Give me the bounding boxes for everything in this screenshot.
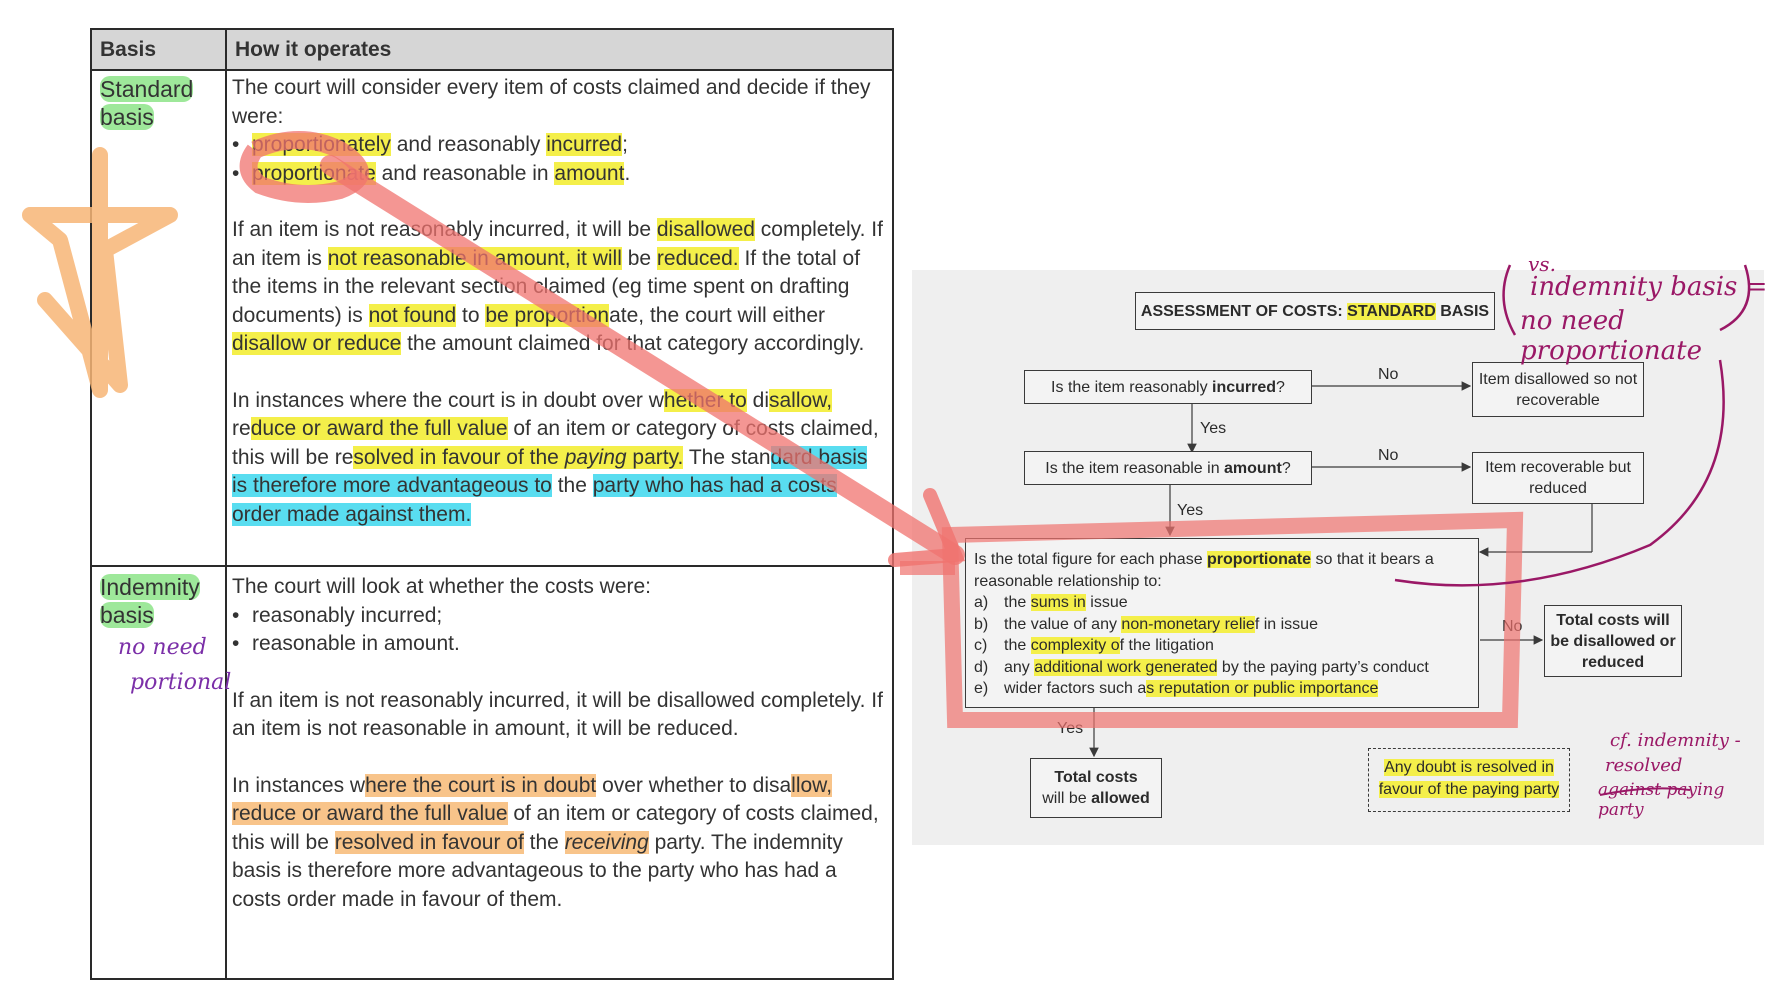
note-vs: vs. [1528, 252, 1556, 276]
standard-paragraph-3: In instances where the court is in doubt over whether to disallow, reduce or award the full value of an item or category of costs claimed, this will be resolved in favour of the paying party. The standard basis is therefore more advantageous to the party who has had a costs order made against them. [232, 388, 879, 526]
result-reduced: Item recoverable but reduced [1472, 452, 1644, 504]
header-how-it-operates: How it operates [235, 38, 392, 61]
result-total-allowed: Total costs will be allowed [1030, 758, 1162, 818]
question-proportionate: Is the total figure for each phase proportionate so that it bears a reasonable relationship to: a) the sums in issue b) the value of any non-monetary relief in issue c) the complexity of the litigation d) any additional work generated by the paying party’s conduct e) wider factors such as reputation or public importance [965, 538, 1479, 708]
note-portional: portional [130, 670, 232, 695]
label-yes-2: Yes [1177, 502, 1204, 519]
factor-c: c) the complexity of the litigation [974, 637, 1214, 654]
standard-paragraph-2: If an item is not reasonably incurred, it will be disallowed completely. If an item is not reasonable in amount, it will be reduced. If the total of the items in the relevant section claimed (eg time spent on drafting documents) is not found to be proportionate, the court will either disallow or reduce the amount claimed for that category accordingly. [232, 218, 883, 355]
label-yes-1: Yes [1200, 420, 1227, 437]
standard-bullets: • proportionately and reasonably incurred; • proportionate and reasonable in amount. [232, 131, 887, 188]
note-no-need-proportionate: no need proportionate [1520, 306, 1702, 366]
note-cf-indemnity: cf. indemnity - [1610, 730, 1741, 751]
result-total-disallowed: Total costs will be disallowed or reduced [1544, 605, 1682, 677]
factor-a: a) the sums in issue [974, 594, 1128, 611]
result-disallowed: Item disallowed so not recoverable [1472, 362, 1644, 417]
flowchart-title: ASSESSMENT OF COSTS: STANDARD BASIS [1135, 292, 1495, 330]
note-resolved: resolved [1605, 755, 1683, 776]
factor-d: d) any additional work generated by the paying party’s conduct [974, 658, 1429, 676]
question-incurred: Is the item reasonably incurred? [1024, 370, 1312, 404]
label-no-1: No [1378, 366, 1399, 383]
standard-basis-label: Standard basis [100, 76, 194, 130]
label-no-3: No [1502, 618, 1523, 635]
label-yes-3: Yes [1057, 720, 1084, 737]
purple-connector [1395, 360, 1724, 585]
note-indemnity-basis: indemnity basis = [1530, 272, 1768, 302]
indemnity-basis-label: Indemnity basis [100, 574, 200, 628]
indemnity-basis-text: The court will look at whether the costs were: • reasonably incurred; • reasonable in amount. If an item is not reasonably incurred, it will be disallowed completely. If an item is not reasonable in amount, it will be reduced. In instances where the court is in doubt over whether to disallow, reduce or award the full value of an item or category of costs claimed, this will be resolved in favour of the receiving party. The indemnity basis is therefore more advantageous to the party who has had a costs order made in favour of them. [232, 573, 887, 942]
question-amount: Is the item reasonable in amount? [1024, 451, 1312, 485]
header-basis: Basis [100, 38, 157, 61]
red-arrow [330, 165, 955, 555]
indemnity-bullets: • reasonably incurred; • reasonable in amount. [232, 602, 887, 659]
standard-basis-text: The court will consider every item of costs claimed and decide if they were: • proportionately and reasonably incurred; • proportionate and reasonable in amount. If an item is not reasonably incurred, it will be disallowed completely. If an item is not reasonable in amount, it will be reduced. If the total of the items in the relevant section claimed (eg time spent on drafting documents) is not found to be proportionate, the court will either disallow or reduce the amount claimed for that category accordingly. In instances where the court is in doubt over whether to disallow, reduce or award the full value of an item or category of costs claimed, this will be resolved in favour of the paying party. The standard basis is therefore more advantageous to the party who has had a costs order made against them. [232, 74, 887, 557]
note-no-need: no need [118, 635, 207, 660]
indemnity-paragraph-2: If an item is not reasonably incurred, it will be disallowed completely. If an item is not reasonable in amount, it will be reduced. [232, 688, 883, 740]
factor-e: e) wider factors such as reputation or public importance [974, 680, 1379, 697]
label-no-2: No [1378, 447, 1399, 464]
doubt-note: Any doubt is resolved in favour of the paying party [1368, 748, 1570, 812]
star-doodle [30, 155, 170, 390]
indemnity-paragraph-3: In instances where the court is in doubt over whether to disallow, reduce or award the full value of an item or category of costs claimed, this will be resolved in favour of the receiving party. The indemnity basis is therefore more advantageous to the party who has had a costs order made in favour of them. [232, 773, 879, 911]
red-box [950, 520, 1515, 720]
factor-b: b) the value of any non-monetary relief in issue [974, 615, 1318, 633]
note-against-paying-party: against paying party [1598, 780, 1725, 820]
